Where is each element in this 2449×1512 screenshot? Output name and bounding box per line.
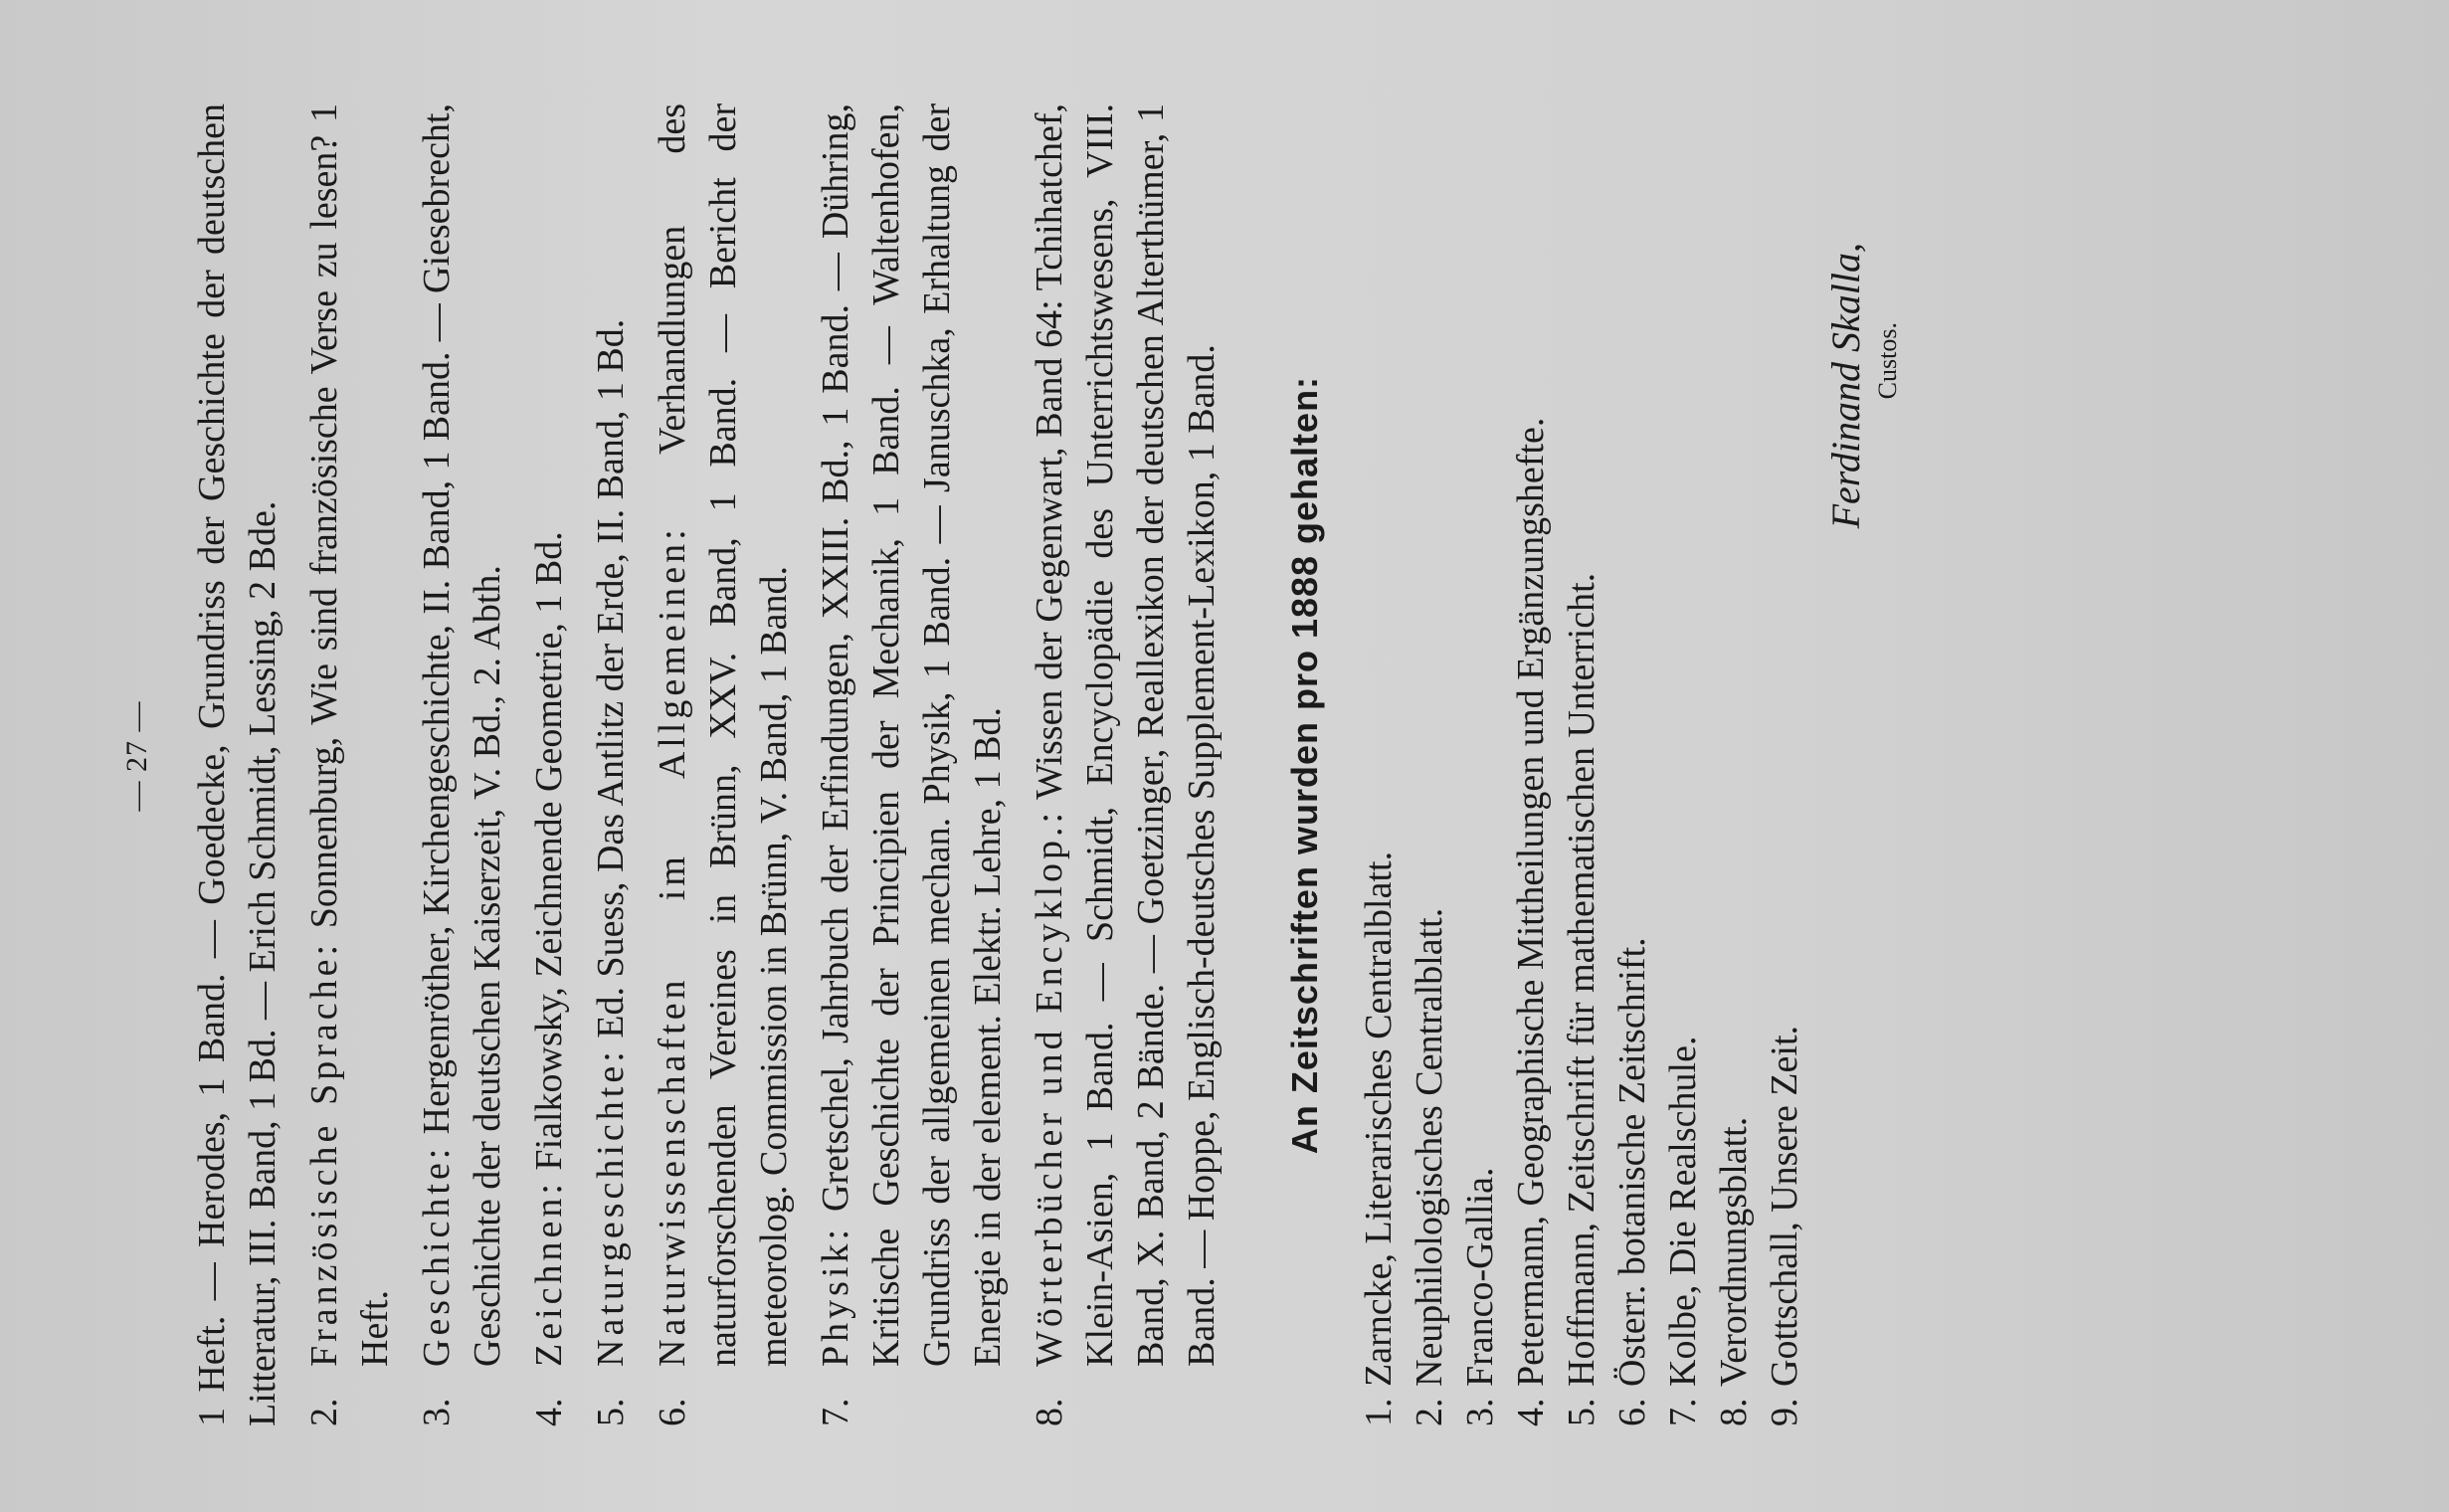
list-item-dictionaries (1025, 103, 1227, 1426)
journal-item (1607, 103, 1658, 1426)
journal-item (1557, 103, 1607, 1426)
page-content (187, 103, 1905, 1426)
journals-heading: An Zeitschriften wurden pro 1888 gehalten: (1284, 375, 1325, 1155)
journal-text: Franco-Gallia. (1459, 1167, 1501, 1387)
item-subject: Wörterbücher und Encyklop.: (1029, 808, 1070, 1367)
journal-text: Zarncke, Literarisches Centralblatt. (1358, 850, 1400, 1387)
journal-number: 7. (1662, 1398, 1704, 1426)
item-text: Verhandlungen des naturforschenden Vereines in Brünn, XXV. Band, 1 Band. — Bericht der meteorolog. Commission in Brünn, V. Band, 1 Band. (652, 103, 795, 1367)
journal-item (1709, 103, 1760, 1426)
journal-number: 8. (1713, 1398, 1755, 1426)
continuation-paragraph: 1 Heft. — Herodes, 1 Band. — Goedecke, Grundriss der Geschichte der deutschen Litteratur, III. Band, 1 Bd. — Erich Schmidt, Lessing, 2 Bde. (191, 103, 283, 1426)
signature-title: Custos. (1873, 322, 1902, 400)
journal-text: Verordnungsblatt. (1713, 1116, 1755, 1387)
journals-list (1354, 103, 1810, 1426)
item-text: Fialkowsky, Zeichnende Geometrie, 1 Bd. (528, 531, 570, 1181)
item-number: 4. (528, 1398, 570, 1426)
list-item-drawing (524, 103, 575, 1426)
item-text: Ed. Suess, Das Antlitz der Erde, II. Band, 1 Bd. (590, 318, 632, 1048)
item-number: 2. (303, 1398, 345, 1426)
signature-name: Ferdinand Skalla, (1823, 243, 1868, 529)
journal-item (1506, 103, 1557, 1426)
item-text: Sonnenburg, Wie sind französische Verse zu lesen? 1 Heft. (303, 103, 396, 1367)
list-item-natural-sciences (648, 103, 800, 1426)
item-number: 3. (416, 1398, 458, 1426)
item-subject: Naturwissenschaften im Allgemeinen: (652, 525, 693, 1367)
item-text: Wissen der Gegenwart, Band 64: Tchihatchef, Klein-Asien, 1 Band. — Schmidt, Encyclopädie des Unterrichtswesens, VIII. Band, X. Band, 2 Bände. — Goetzinger, Reallexikon der deutschen Alterthümer, 1 Band. — Hoppe, Englisch-deutsches Supplement-Lexikon, 1 Band. (1029, 103, 1223, 1367)
item-number: 8. (1029, 1398, 1070, 1426)
item-text: Gretschel, Jahrbuch der Erfindungen, XXIII. Bd., 1 Band. — Dühring, Kritische Geschichte der Principien der Mechanik, 1 Band. — Waltenhofen, Grundriss der allgemeinen mechan. Physik, 1 Band. — Januschka, Erhaltung der Energie in der element. Elektr. Lehre, 1 Bd. (815, 103, 1009, 1367)
journal-number: 6. (1611, 1398, 1653, 1426)
list-item-history (412, 103, 513, 1426)
journal-text: Hoffmann, Zeitschrift für mathematischen Unterricht. (1561, 572, 1602, 1387)
journal-text: Petermann, Geographische Mittheilungen und Ergänzungshefte. (1510, 417, 1552, 1387)
item-number: 7. (815, 1398, 856, 1426)
journal-number: 3. (1459, 1398, 1501, 1426)
list-item-french (299, 103, 401, 1426)
journal-text: Gottschall, Unsere Zeit. (1764, 1025, 1805, 1387)
journal-item (1455, 103, 1506, 1426)
journal-item (1405, 103, 1455, 1426)
item-subject: Naturgeschichte: (590, 1047, 632, 1367)
journal-number: 1. (1358, 1398, 1400, 1426)
journal-item (1760, 103, 1810, 1426)
journal-number: 2. (1409, 1398, 1450, 1426)
journal-number: 4. (1510, 1398, 1552, 1426)
journal-text: Kolbe, Die Realschule. (1662, 1036, 1704, 1387)
list-item-natural-history (586, 103, 637, 1426)
list-item-physics (811, 103, 1014, 1426)
item-text: Hergenröther, Kirchengeschichte, II. Band, 1 Band. — Giesebrecht, Geschichte der deutschen Kaiserzeit, V. Bd., 2. Abth. (416, 103, 508, 1367)
item-number: 6. (652, 1398, 693, 1426)
journal-item (1354, 103, 1405, 1426)
journal-number: 9. (1764, 1398, 1805, 1426)
journal-text: Österr. botanische Zeitschrift. (1611, 937, 1653, 1387)
page-number: — 27 — (120, 700, 153, 812)
item-subject: Physik: (815, 1225, 856, 1367)
journal-item (1658, 103, 1709, 1426)
item-subject: Zeichnen: (528, 1180, 570, 1367)
item-subject: Französische Sprache: (303, 940, 345, 1367)
journal-number: 5. (1561, 1398, 1602, 1426)
journal-text: Neuphilologisches Centralblatt. (1409, 907, 1450, 1387)
item-number: 5. (590, 1398, 632, 1426)
item-subject: Geschichte: (416, 1144, 458, 1367)
